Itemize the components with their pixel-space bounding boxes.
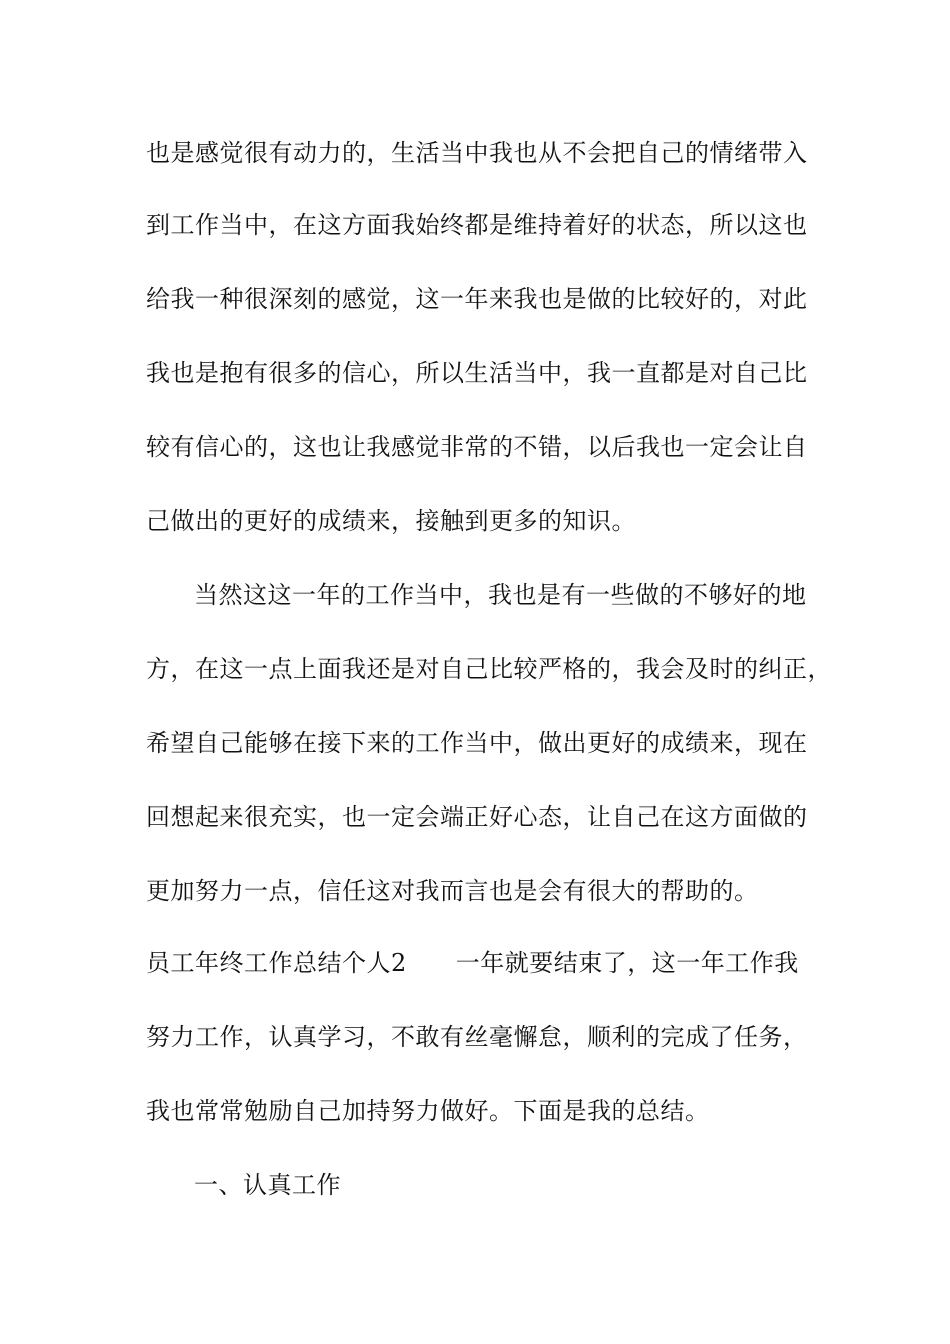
paragraph-line: 希望自己能够在接下来的工作当中，做出更好的成绩来，现在 bbox=[146, 729, 808, 757]
section-title-line: 员工年终工作总结个人2 一年就要结束了，这一年工作我 bbox=[146, 949, 799, 977]
paragraph-line: 当然这这一年的工作当中，我也是有一些做的不够好的地 bbox=[194, 581, 807, 609]
paragraph-line: 较有信心的，这也让我感觉非常的不错，以后我也一定会让自 bbox=[146, 433, 808, 461]
paragraph-line: 到工作当中，在这方面我始终都是维持着好的状态，所以这也 bbox=[146, 211, 808, 239]
paragraph-line: 更加努力一点，信任这对我而言也是会有很大的帮助的。 bbox=[146, 877, 759, 905]
paragraph-line: 回想起来很充实，也一定会端正好心态，让自己在这方面做的 bbox=[146, 803, 808, 831]
paragraph-line: 努力工作，认真学习，不敢有丝毫懈怠，顺利的完成了任务， bbox=[146, 1023, 808, 1051]
paragraph-line: 方，在这一点上面我还是对自己比较严格的，我会及时的纠正， bbox=[146, 655, 832, 683]
paragraph-line: 己做出的更好的成绩来，接触到更多的知识。 bbox=[146, 507, 636, 535]
paragraph-line: 我也是抱有很多的信心，所以生活当中，我一直都是对自己比 bbox=[146, 359, 808, 387]
paragraph-line: 给我一种很深刻的感觉，这一年来我也是做的比较好的，对此 bbox=[146, 285, 808, 313]
section-heading: 一、认真工作 bbox=[194, 1171, 341, 1199]
paragraph-line: 我也常常勉励自己加持努力做好。下面是我的总结。 bbox=[146, 1097, 710, 1125]
paragraph-line: 也是感觉很有动力的，生活当中我也从不会把自己的情绪带入 bbox=[146, 139, 808, 167]
